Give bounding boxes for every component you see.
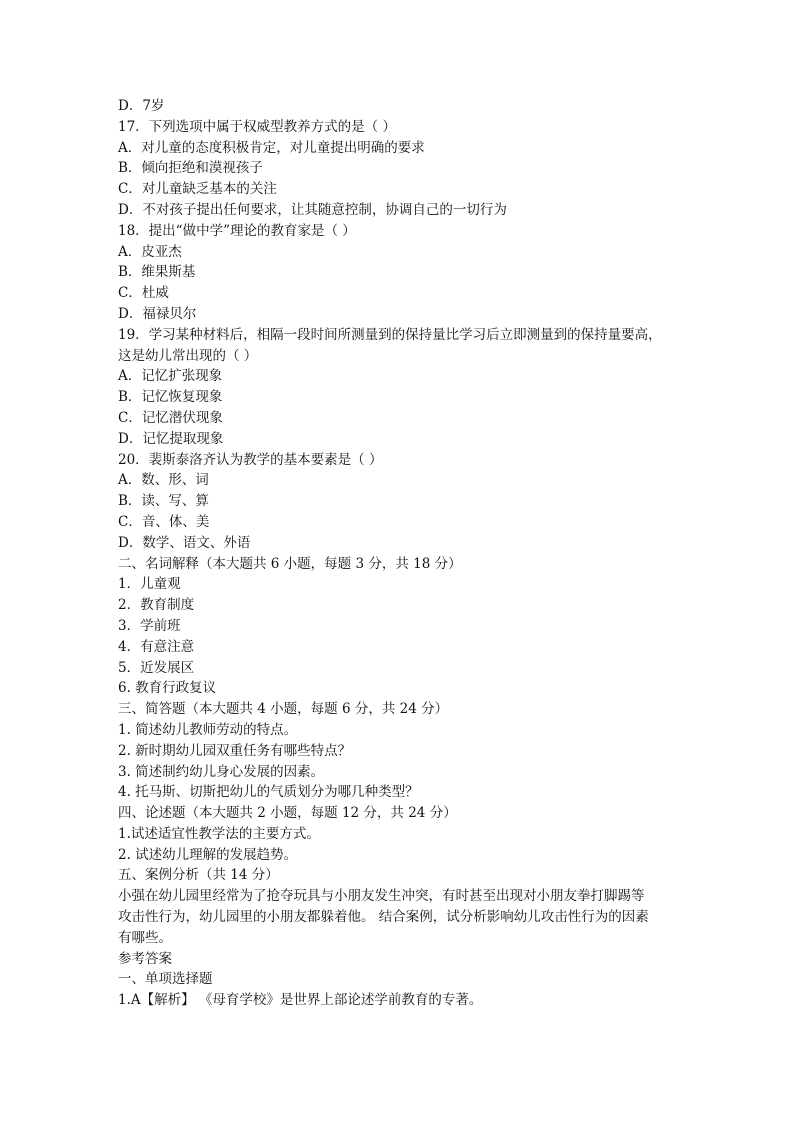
question-19-line-1: 19．学习某种材料后，相隔一段时间所测量到的保持量比学习后立即测量到的保持量要高， xyxy=(118,326,662,343)
option-19-b: B．记忆恢复现象 xyxy=(118,389,223,406)
case-text-line-1: 小强在幼儿园里经常为了抢夺玩具与小朋友发生冲突，有时甚至出现对小朋友拳打脚踢等 xyxy=(118,888,645,905)
question-20: 20．裴斯泰洛齐认为教学的基本要素是（ ） xyxy=(118,451,383,468)
option-17-c: C．对儿童缺乏基本的关注 xyxy=(118,181,277,198)
option-20-b: B．读、写、算 xyxy=(118,493,209,510)
option-20-a: A．数、形、词 xyxy=(118,472,209,489)
section-3-heading: 三、简答题（本大题共 4 小题，每题 6 分，共 24 分） xyxy=(118,701,449,718)
option-18-c: C．杜威 xyxy=(118,285,169,302)
option-19-c: C．记忆潜伏现象 xyxy=(118,409,223,426)
option-19-d: D．记忆提取现象 xyxy=(118,430,224,447)
term-2: 2．教育制度 xyxy=(118,597,195,614)
term-6: 6. 教育行政复议 xyxy=(118,680,217,697)
document-page xyxy=(118,96,678,1011)
answer-1: 1.A【解析】 《母育学校》是世界上部论述学前教育的专著。 xyxy=(118,992,483,1009)
answers-heading: 参考答案 xyxy=(118,950,172,967)
section-5-heading: 五、案例分析（共 14 分） xyxy=(118,867,279,884)
option-17-a: A．对儿童的态度积极肯定，对儿童提出明确的要求 xyxy=(118,139,425,156)
term-4: 4．有意注意 xyxy=(118,638,195,655)
option-20-d: D．数学、语文、外语 xyxy=(118,534,251,551)
section-4-heading: 四、论述题（本大题共 2 小题，每题 12 分，共 24 分） xyxy=(118,805,457,822)
short-answer-1: 1. 简述幼儿教师劳动的特点。 xyxy=(118,721,298,738)
question-18: 18．提出“做中学”理论的教育家是（ ） xyxy=(118,222,356,239)
term-5: 5．近发展区 xyxy=(118,659,195,676)
option-17-d: D．不对孩子提出任何要求，让其随意控制，协调自己的一切行为 xyxy=(118,201,507,218)
option-18-b: B．维果斯基 xyxy=(118,264,196,281)
option-18-a: A．皮亚杰 xyxy=(118,243,182,260)
term-1: 1．儿童观 xyxy=(118,576,181,593)
short-answer-3: 3. 简述制约幼儿身心发展的因素。 xyxy=(118,763,325,780)
option-18-d: D．福禄贝尔 xyxy=(118,305,197,322)
short-answer-2: 2. 新时期幼儿园双重任务有哪些特点？ xyxy=(118,742,352,759)
option-16-d: D．7岁 xyxy=(118,98,165,114)
question-19-line-2: 这是幼儿常出现的（ ） xyxy=(118,347,258,364)
answers-section-1-heading: 一、单项选择题 xyxy=(118,971,213,988)
option-19-a: A．记忆扩张现象 xyxy=(118,368,223,385)
question-17: 17．下列选项中属于权威型教养方式的是（ ） xyxy=(118,118,396,135)
section-2-heading: 二、名词解释（本大题共 6 小题，每题 3 分，共 18 分） xyxy=(118,555,462,572)
essay-1: 1.试述适宜性教学法的主要方式。 xyxy=(118,825,320,842)
term-3: 3．学前班 xyxy=(118,617,181,634)
case-text-line-3: 有哪些。 xyxy=(118,929,172,946)
case-text-line-2: 攻击性行为，幼儿园里的小朋友都躲着他。 结合案例，试分析影响幼儿攻击性行为的因素 xyxy=(118,909,649,926)
short-answer-4: 4. 托马斯、切斯把幼儿的气质划分为哪几种类型？ xyxy=(118,784,419,801)
option-20-c: C．音、体、美 xyxy=(118,513,210,530)
essay-2: 2. 试述幼儿理解的发展趋势。 xyxy=(118,846,298,863)
option-17-b: B．倾向拒绝和漠视孩子 xyxy=(118,160,263,177)
